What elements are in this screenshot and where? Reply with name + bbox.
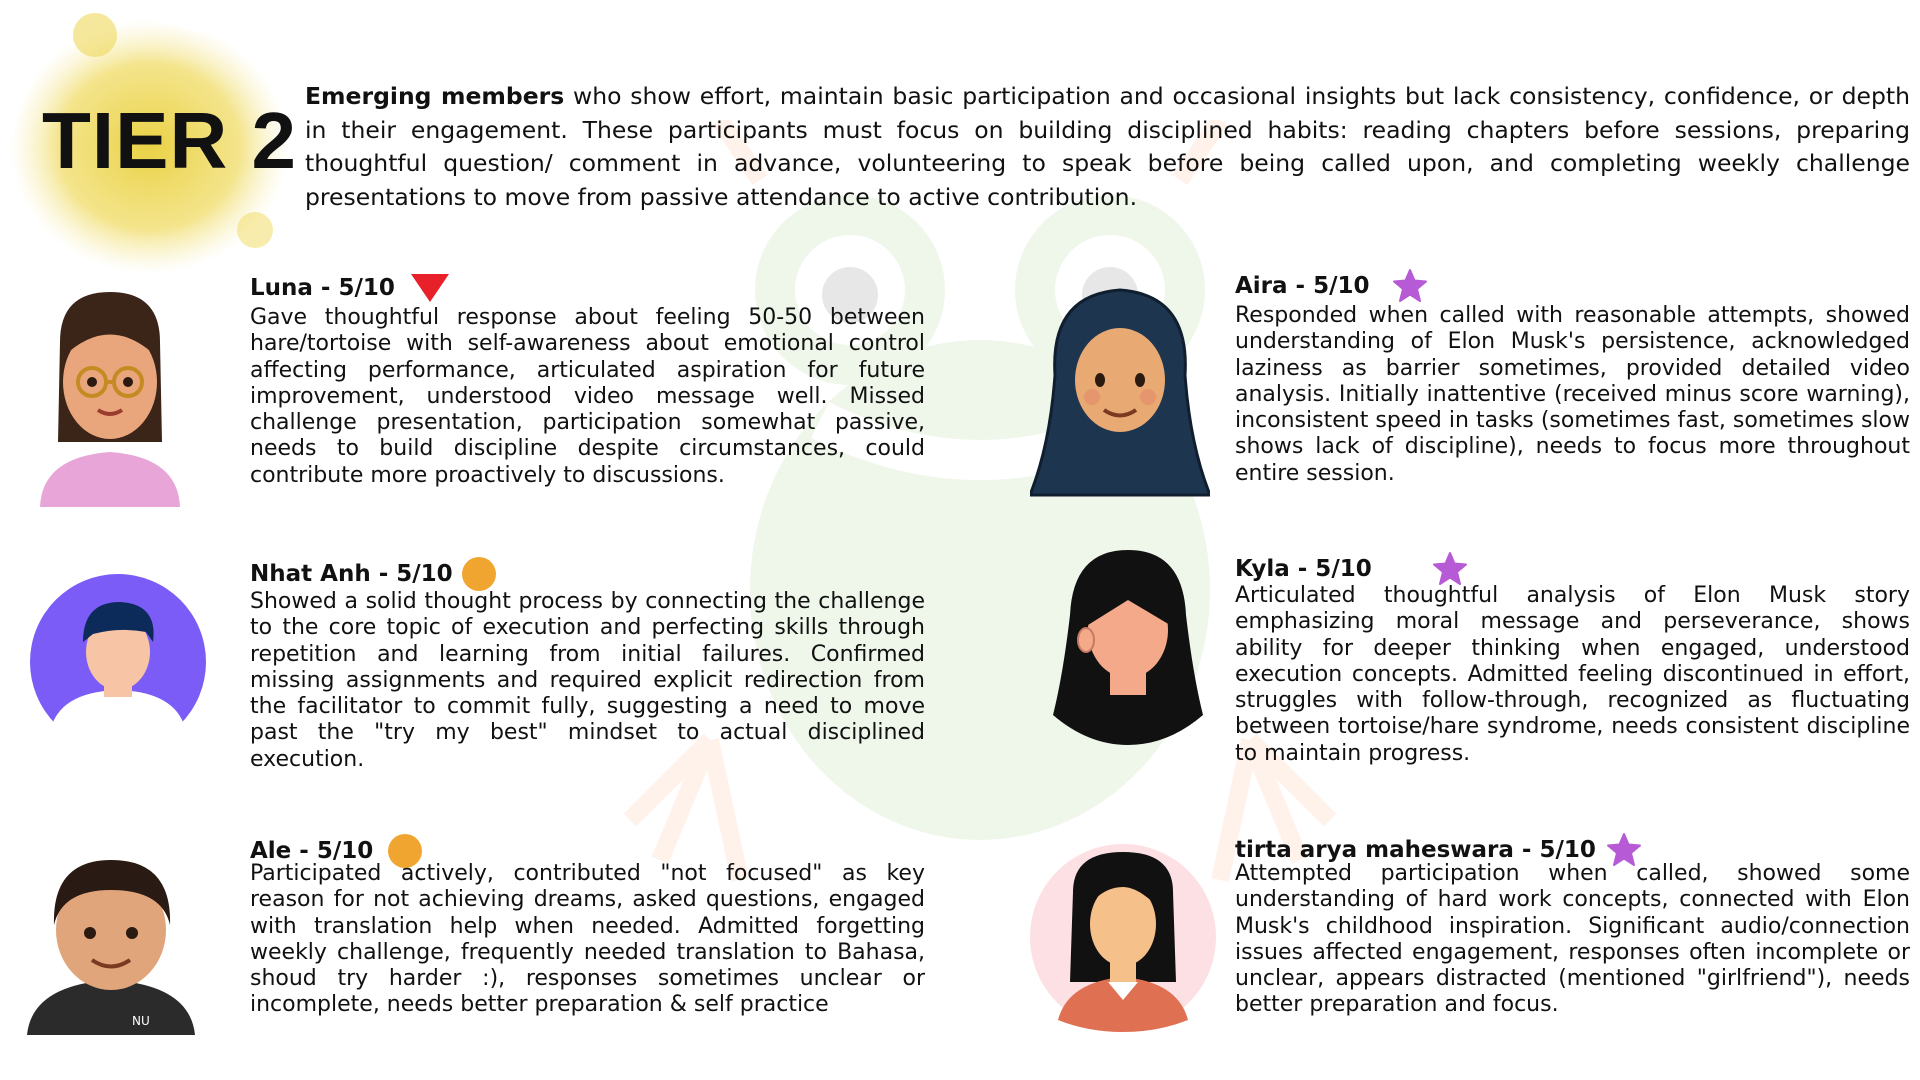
member-description: Gave thoughtful response about feeling 50-50 between hare/tortoise with self-awareness about emotional control affecting performance, articulated aspiration for future improvement, understood video message well. Missed challenge presentation, participation somewhat passive, needs to build discipline despite circumstances, could contribute more proactively to discussions.	[250, 305, 925, 488]
member-description: Articulated thoughtful analysis of Elon Musk story emphasizing moral message and perseverance, shows ability for deeper thinking when engaged, understood execution concepts. Admitted feeling discontinued in effort, struggles with follow-through, recognized as fluctuating between tortoise/hare syndrome, needs consistent discipline to maintain progress.	[1235, 583, 1910, 766]
aira-avatar	[1030, 285, 1210, 503]
tier-description	[305, 80, 1910, 214]
member-description: Responded when called with reasonable attempts, showed understanding of Elon Musk's persistence, acknowledged laziness as barrier sometimes, provided detailed video analysis. Initially inattentive (received minus score warning), inconsistent speed in tasks (sometimes fast, sometimes slow shows lack of discipline), needs to focus more throughout entire session.	[1235, 303, 1910, 486]
tier-title: TIER 2	[42, 96, 297, 185]
member-name: Nhat Anh - 5/10	[250, 561, 453, 587]
member-description: Participated actively, contributed "not focused" as key reason for not achieving dreams, asked questions, engaged with translation help when needed. Admitted forgetting weekly challenge, frequently needed translation to Bahasa, shoud try harder :), responses sometimes unclear or incomplete, needs better preparation & self practice	[250, 861, 925, 1018]
luna-avatar	[30, 282, 190, 507]
member-name: Luna - 5/10	[250, 275, 395, 301]
nhat-anh-avatar	[28, 572, 208, 752]
ale-avatar	[22, 845, 200, 1035]
member-name: Kyla - 5/10	[1235, 556, 1372, 582]
kyla-header	[1235, 551, 1468, 587]
tier-description-text: who show effort, maintain basic participation and occasional insights but lack consistency, confidence, or depth in their engagement. These participants must focus on building disciplined habits: reading chapters before sessions, preparing thoughtful question/ comment in advance, volunteering to speak before being called upon, and completing weekly challenge presentations to move from passive attendance to active contribution.	[305, 82, 1910, 211]
member-description: Showed a solid thought process by connecting the challenge to the core topic of execution and perfecting skills through repetition and learning from initial failures. Confirmed missing assignments and required explicit redirection from the facilitator to commit fully, suggesting a need to move past the "try my best" mindset to actual disciplined execution.	[250, 589, 925, 772]
member-name: Ale - 5/10	[250, 838, 374, 864]
frog-watermark	[620, 120, 1340, 920]
member-name: Aira - 5/10	[1235, 273, 1370, 299]
tirta-avatar	[1028, 842, 1218, 1032]
orange-circle-icon	[461, 556, 497, 592]
red-triangle-icon	[409, 272, 451, 304]
nhat-anh-header	[250, 556, 497, 592]
member-name: tirta arya maheswara - 5/10	[1235, 837, 1596, 863]
purple-star-icon	[1392, 268, 1428, 304]
member-description: Attempted participation when called, showed some understanding of hard work concepts, connected with Elon Musk's childhood inspiration. Significant audio/connection issues affected engagement, responses often incomplete or unclear, appears distracted (mentioned "girlfriend"), needs better preparation and focus.	[1235, 861, 1910, 1018]
luna-header	[250, 272, 451, 304]
tier-description-bold: Emerging members	[305, 82, 565, 110]
aira-header	[1235, 268, 1428, 304]
svg-text:NU: NU	[132, 1014, 150, 1028]
kyla-avatar	[1048, 545, 1208, 745]
purple-star-icon	[1432, 551, 1468, 587]
